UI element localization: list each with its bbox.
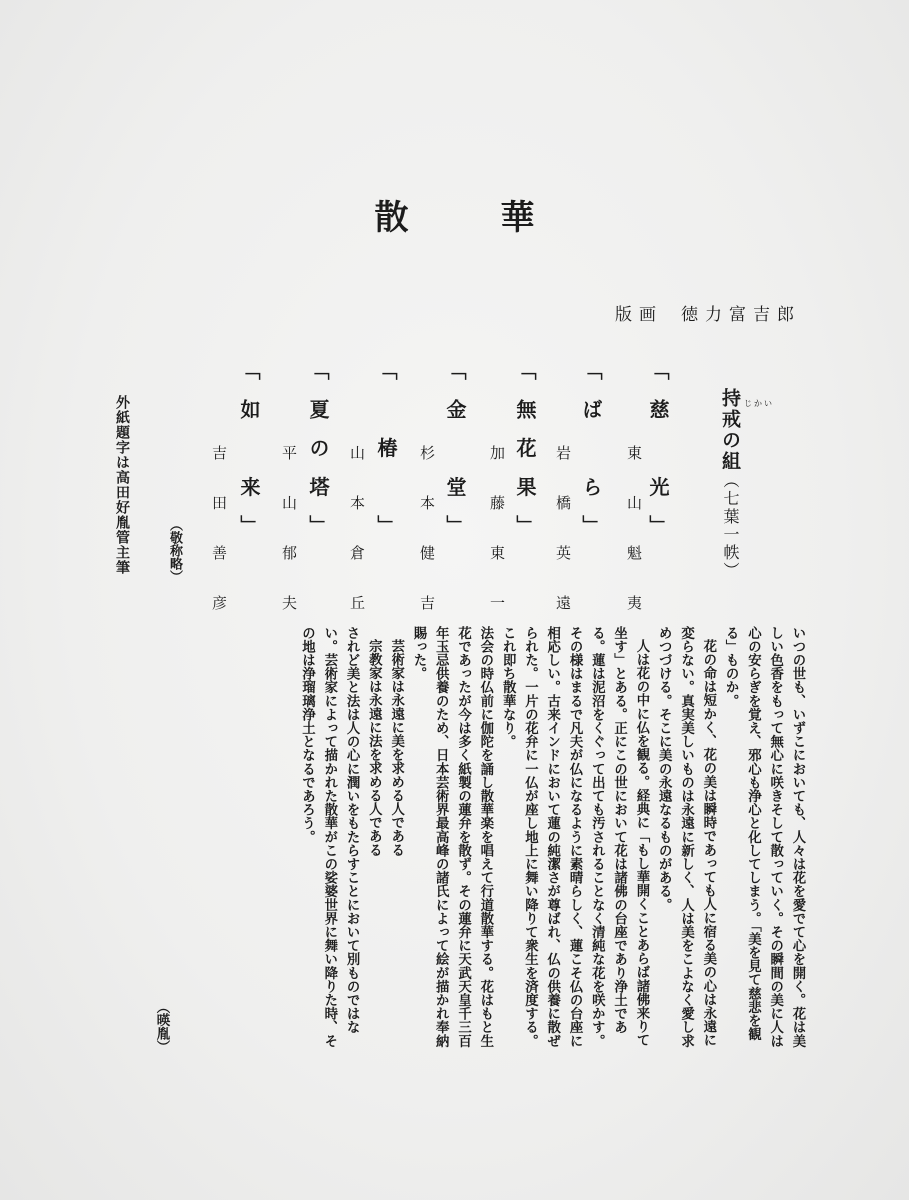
essay-text [139,626,809,1056]
series-heading [717,388,744,618]
essay-paragraph-1: いつの世も、いずこにおいても、人々は花を愛でて心を開く。花は美しい色香をもって無心に咲きそして散っていく。その瞬間の美に人は心の安らぎを覚え、邪心も浄心と化してしまう。「美を見て慈悲を観る」ものか。 [723,626,806,1048]
work-artist-4: 杉本健吉 [418,445,436,610]
work-title-2: 「ば ら」 [579,360,603,535]
work-title-6: 「夏の塔」 [306,360,330,535]
work-title-7: 「如 来」 [237,360,261,535]
cover-calligraphy-note: 外紙題字は高田好胤管主筆 [114,395,130,575]
series-ruby: じかい [744,399,774,408]
work-title-5: 「 椿 」 [374,360,398,535]
title-char-1: 散 [374,198,409,238]
work-artist-3: 加藤東一 [488,445,506,610]
work-artist-1: 東山魁夷 [625,445,643,610]
title-char-2: 華 [500,198,535,238]
essay-paragraph-4: 法会の時仏前に伽陀を誦し散華楽を唱えて行道散華する。花はもと生花であったが今は多く紙製の蓮弁を散ず。その蓮弁に天武天皇千三百年玉忌供養のため、日本芸術界最高峰の諸氏によって絵が描かれ奉納賜った。 [410,626,494,1048]
series-note: （七葉一帙） [721,472,740,580]
work-title-3: 「無花果」 [513,360,537,535]
work-title-4: 「金 堂」 [443,360,467,535]
artist-label: 版画 [615,305,663,325]
essay-paragraph-5: 芸術家は永遠に美を求める人である [388,639,405,857]
artist-name: 徳力富吉郎 [681,305,801,325]
essay-paragraph-6: 宗教家は永遠に法を求める人である [366,639,383,857]
honorific-note: （敬称略） [167,518,182,583]
series-title: 持戒の組 [719,388,741,472]
work-artist-6: 平山郁夫 [280,445,298,610]
essay-paragraph-2: 花の命は短かく、花の美は瞬時であっても人に宿る美の心は永遠に変らない。真実美しいものは永遠に新しく、人は美をこよなく愛し求めつづける。そこに美の永遠なるものがある。 [656,626,717,1048]
page-title [0,190,909,239]
work-title-1: 「慈 光」 [646,360,670,535]
work-artist-2: 岩橋英遠 [554,445,572,610]
work-artist-7: 吉田善彦 [210,445,228,610]
artist-line [615,300,801,325]
essay-paragraph-7: されど美と法は人の心に潤いをもたらすことにおいて別ものではない。芸術家によって描かれた散華がこの娑婆世界に舞い降りた時、その地は浄瑠璃浄土となるであろう。 [299,626,361,1048]
essay-paragraph-3: 人は花の中に仏を観る。経典に「もし華開くことあらば諸佛来りて坐す」とある。正にこの世において花は諸佛の台座であり浄土である。蓮は泥沼をくぐって出ても汚されることなく清純な花を咲かす。その様はまるで凡夫が仏になるように素晴らしく、蓮こそ仏の台座に相応しい。古来インドにおいて蓮の純潔さが尊ばれ、仏の供養に散ぜられた。一片の花弁に一仏が座し地上に舞い降りて衆生を済度する。これ即ち散華なり。 [500,626,650,1048]
author-signature: （暎胤） [154,1000,170,1054]
work-artist-5: 山本倉丘 [348,445,366,610]
